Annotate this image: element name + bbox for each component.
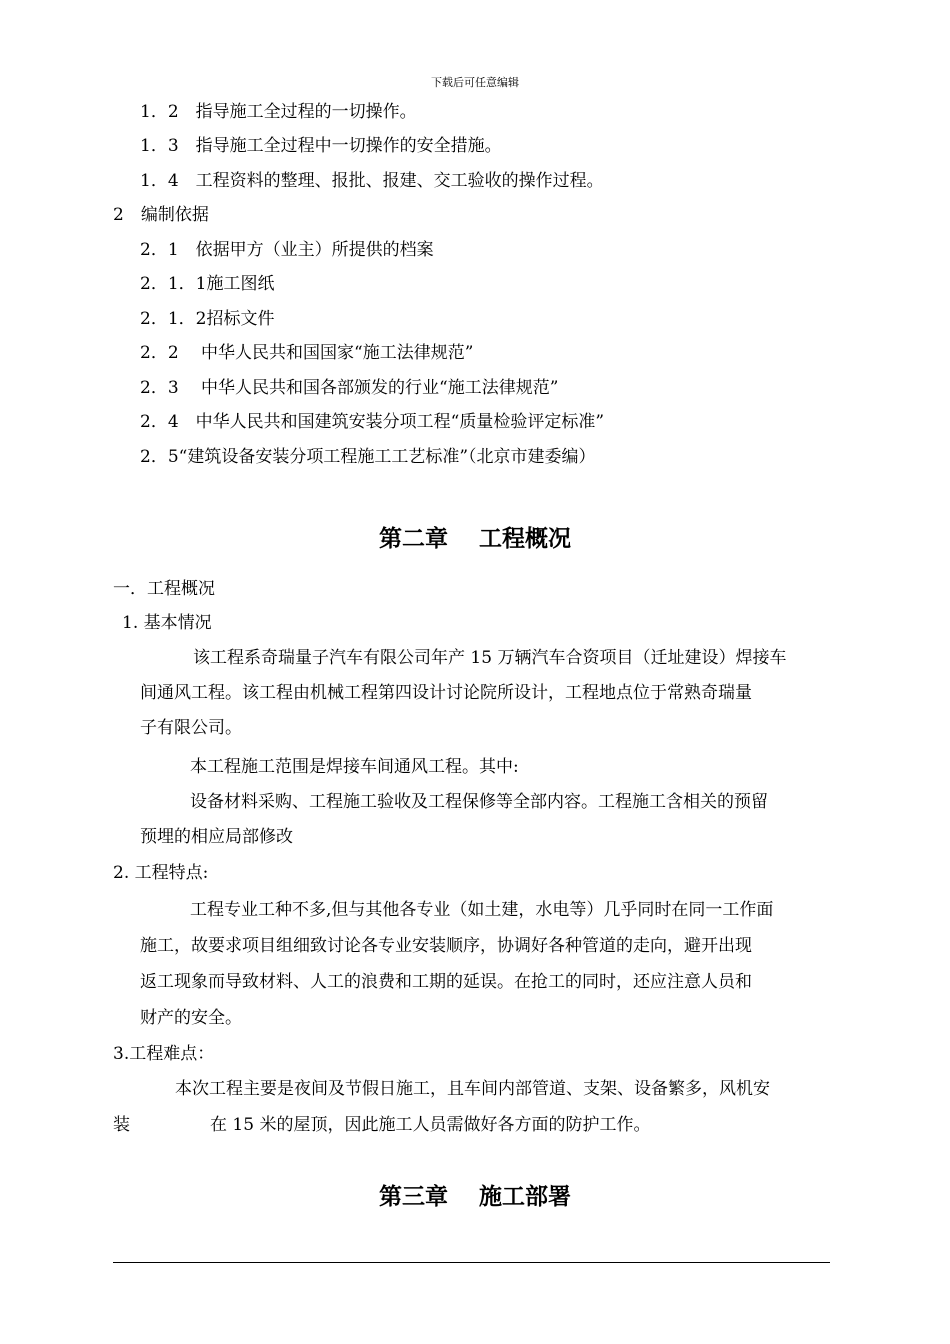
chapter-title: 第三章 施工部署: [378, 1183, 571, 1210]
list-item: 2．1．1施工图纸: [140, 274, 275, 294]
chapter-title: 第二章 工程概况: [378, 525, 571, 552]
paragraph-line: 在 15 米的屋顶，因此施工人员需做好各方面的防护工作。: [210, 1115, 651, 1135]
list-item: 1．2 指导施工全过程的一切操作。: [140, 102, 417, 122]
section-heading: 2 编制依据: [113, 205, 209, 225]
paragraph-line: 装: [113, 1115, 130, 1135]
paragraph-line: 财产的安全。: [140, 1008, 242, 1028]
list-item: 2．4 中华人民共和国建筑安装分项工程“质量检验评定标准”: [140, 412, 605, 432]
paragraph-line: 本次工程主要是夜间及节假日施工，且车间内部管道、支架、设备繁多，风机安: [175, 1079, 770, 1099]
paragraph-line: 返工现象而导致材料、人工的浪费和工期的延误。在抢工的同时，还应注意人员和: [140, 972, 752, 992]
paragraph-line: 预埋的相应局部修改: [140, 827, 293, 847]
list-item: 1．3 指导施工全过程中一切操作的安全措施。: [140, 136, 502, 156]
section-heading: 一．工程概况: [113, 579, 215, 599]
list-item: 2．1．2招标文件: [140, 309, 275, 329]
paragraph-line: 施工，故要求项目组细致讨论各专业安装顺序，协调好各种管道的走向，避开出现: [140, 936, 752, 956]
subsection-heading: 1. 基本情况: [122, 613, 212, 633]
footer-divider: [113, 1262, 830, 1263]
list-item: 2．2 中华人民共和国国家“施工法律规范”: [140, 343, 474, 363]
paragraph-line: 间通风工程。该工程由机械工程第四设计讨论院所设计，工程地点位于常熟奇瑞量: [140, 683, 752, 703]
paragraph-line: 该工程系奇瑞量子汽车有限公司年产 15 万辆汽车合资项目（迁址建设）焊接车: [193, 648, 787, 668]
subsection-heading: 2. 工程特点:: [113, 863, 209, 883]
paragraph-line: 本工程施工范围是焊接车间通风工程。其中:: [190, 757, 519, 777]
list-item: 2．5“建筑设备安装分项工程施工工艺标准”（北京市建委编）: [140, 447, 596, 467]
paragraph-line: 工程专业工种不多,但与其他各专业（如土建，水电等）几乎同时在同一工作面: [190, 900, 774, 920]
list-item: 2．3 中华人民共和国各部颁发的行业“施工法律规范”: [140, 378, 559, 398]
list-item: 2．1 依据甲方（业主）所提供的档案: [140, 240, 434, 260]
paragraph-line: 子有限公司。: [140, 718, 242, 738]
header-note: 下载后可任意编辑: [431, 76, 519, 89]
subsection-heading: 3.工程难点：: [113, 1044, 215, 1064]
list-item: 1．4 工程资料的整理、报批、报建、交工验收的操作过程。: [140, 171, 604, 191]
paragraph-line: 设备材料采购、工程施工验收及工程保修等全部内容。工程施工含相关的预留: [190, 792, 768, 812]
